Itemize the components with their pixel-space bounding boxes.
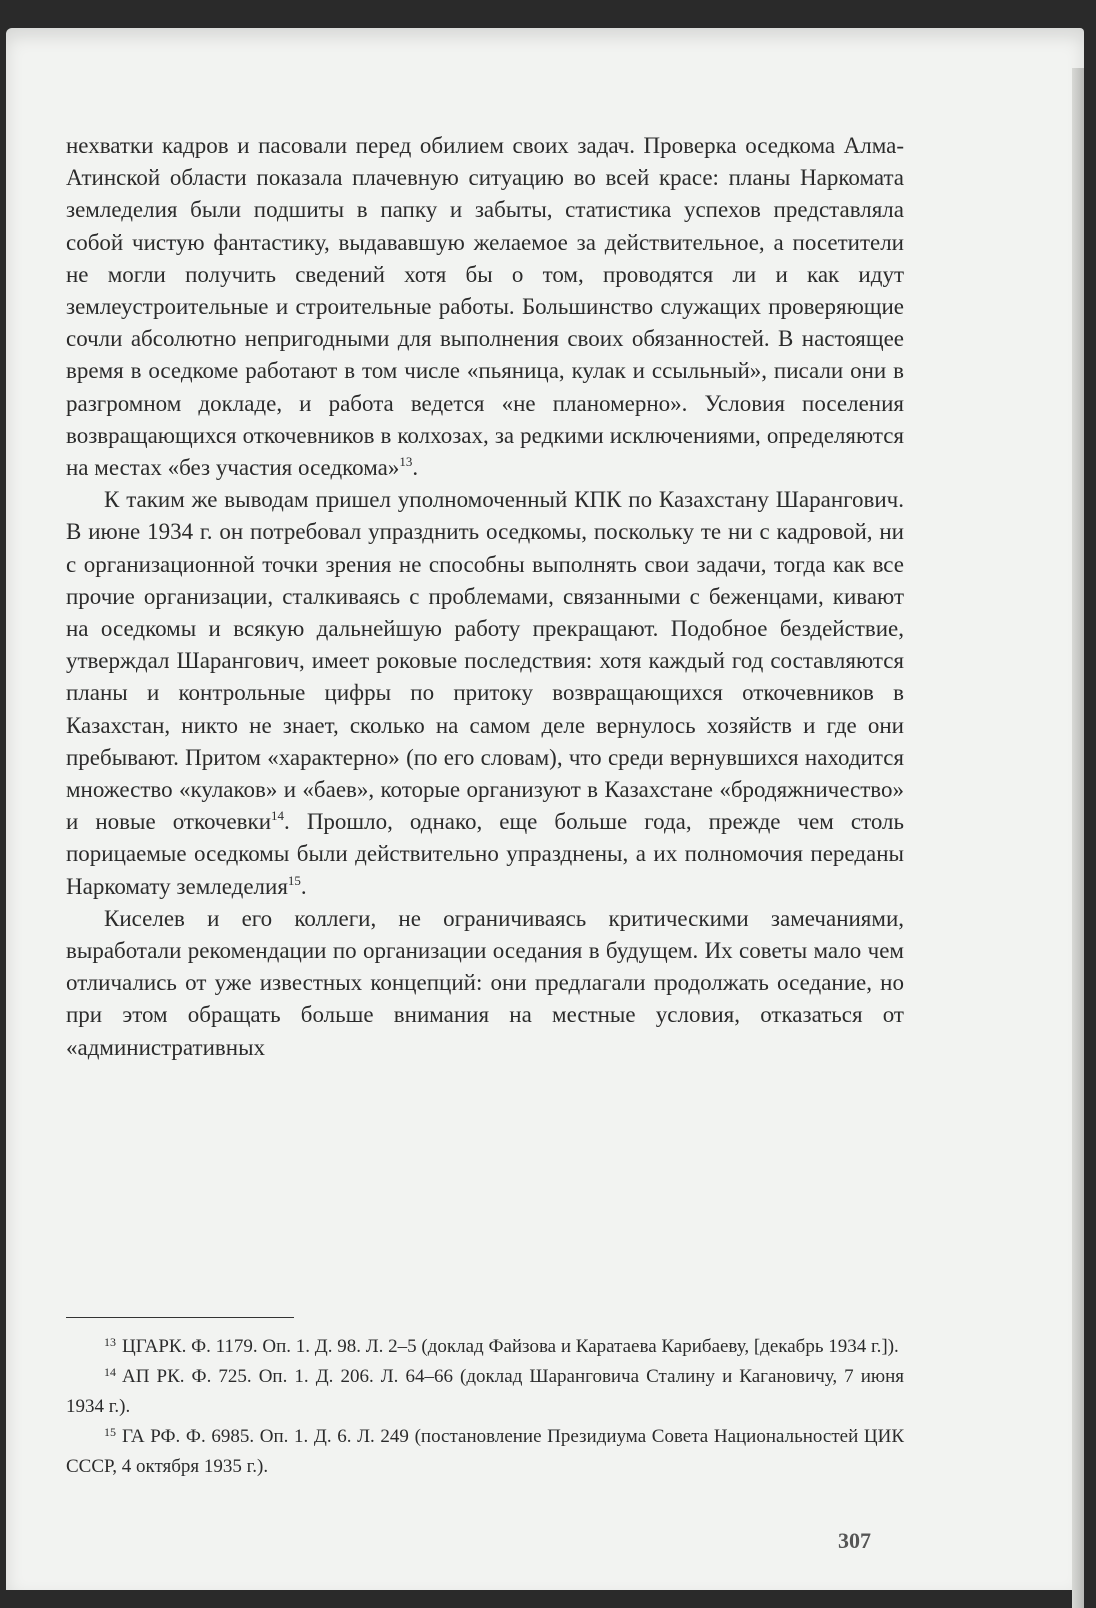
- footnote-13: $^{13}$ ЦГАРК. Ф. 1179. Оп. 1. Д. 98. Л. 2–5 (доклад Файзова и Каратаева Карибаеву, [декабрь 1934 г.]).: [104, 1335, 899, 1357]
- paragraph-1: нехватки кадров и пасовали перед обилием своих задач. Проверка оседкома Алма-Атинской области показала плачевную ситуацию во всей красе: планы Наркомата земледелия были подшиты в папку и забыты, статистика успехов представляла собой чистую фантастику, выдававшую желаемое за действительное, а посетители не могли получить сведений хотя бы о том, проводятся ли и как идут землеустроительные и строительные работы. Большинство служащих проверяющие сочли абсолютно непригодными для выполнения своих обязанностей. В настоящее время в оседкоме работают в том числе «пьяница, кулак и ссыльный», писали они в разгромном докладе, и работа ведется «не планомерно». Условия поселения возвращающихся откочевников в колхозах, за редкими исключениями, определяются на местах «без участия оседкома»$^{13}$.: [66, 133, 904, 481]
- page-number: 307: [838, 1528, 871, 1553]
- paragraph-2: К таким же выводам пришел уполномоченный КПК по Казахстану Шарангович. В июне 1934 г. он потребовал упразднить оседкомы, поскольку те ни с кадровой, ни с организационной точки зрения не способны выполнять свои задачи, тогда как все прочие организации, сталкиваясь с проблемами, связанными с беженцами, кивают на оседкомы и всякую дальнейшую работу прекращают. Подобное бездействие, утверждал Шарангович, имеет роковые последствия: хотя каждый год составляются планы и контрольные цифры по притоку возвращающихся откочевников в Казахстан, никто не знает, сколько на самом деле вернулось хозяйств и где они пребывают. Притом «характерно» (по его словам), что среди вернувшихся находится множество «кулаков» и «баев», которые организуют в Казахстане «бродяжничество» и новые откочевки$^{14}$. Прошло, однако, еще больше года, прежде чем столь порицаемые оседкомы были действительно упразднены, а их полномочия переданы Наркомату земледелия$^{15}$.: [66, 487, 905, 899]
- footnote-separator: [66, 1317, 294, 1318]
- page-edge: [1072, 68, 1084, 1608]
- paragraph-3: Киселев и его коллеги, не ограничиваясь критическими замечаниями, выработали рекомендации по организации оседания в будущем. Их советы мало чем отличались от уже известных концепций: они предлагали продолжать оседание, но при этом обращать больше внимания на местные условия, отказаться от «административных: [66, 905, 904, 1060]
- footnote-ref-15: 15: [287, 872, 301, 888]
- footnotes: [66, 1332, 904, 1482]
- main-text: [66, 130, 904, 1064]
- footnote-ref-14: 14: [271, 808, 285, 824]
- footnote-ref-13: 13: [399, 454, 413, 470]
- footnote-14: $^{14}$ АП РК. Ф. 725. Оп. 1. Д. 206. Л. 64–66 (доклад Шаранговича Сталину и Кагановичу, 7 июня 1934 г.).: [66, 1365, 904, 1417]
- footnote-15: $^{15}$ ГА РФ. Ф. 6985. Оп. 1. Д. 6. Л. 249 (постановление Президиума Совета Национальностей ЦИК СССР, 4 октября 1935 г.).: [66, 1425, 904, 1477]
- book-page: [6, 28, 1084, 1590]
